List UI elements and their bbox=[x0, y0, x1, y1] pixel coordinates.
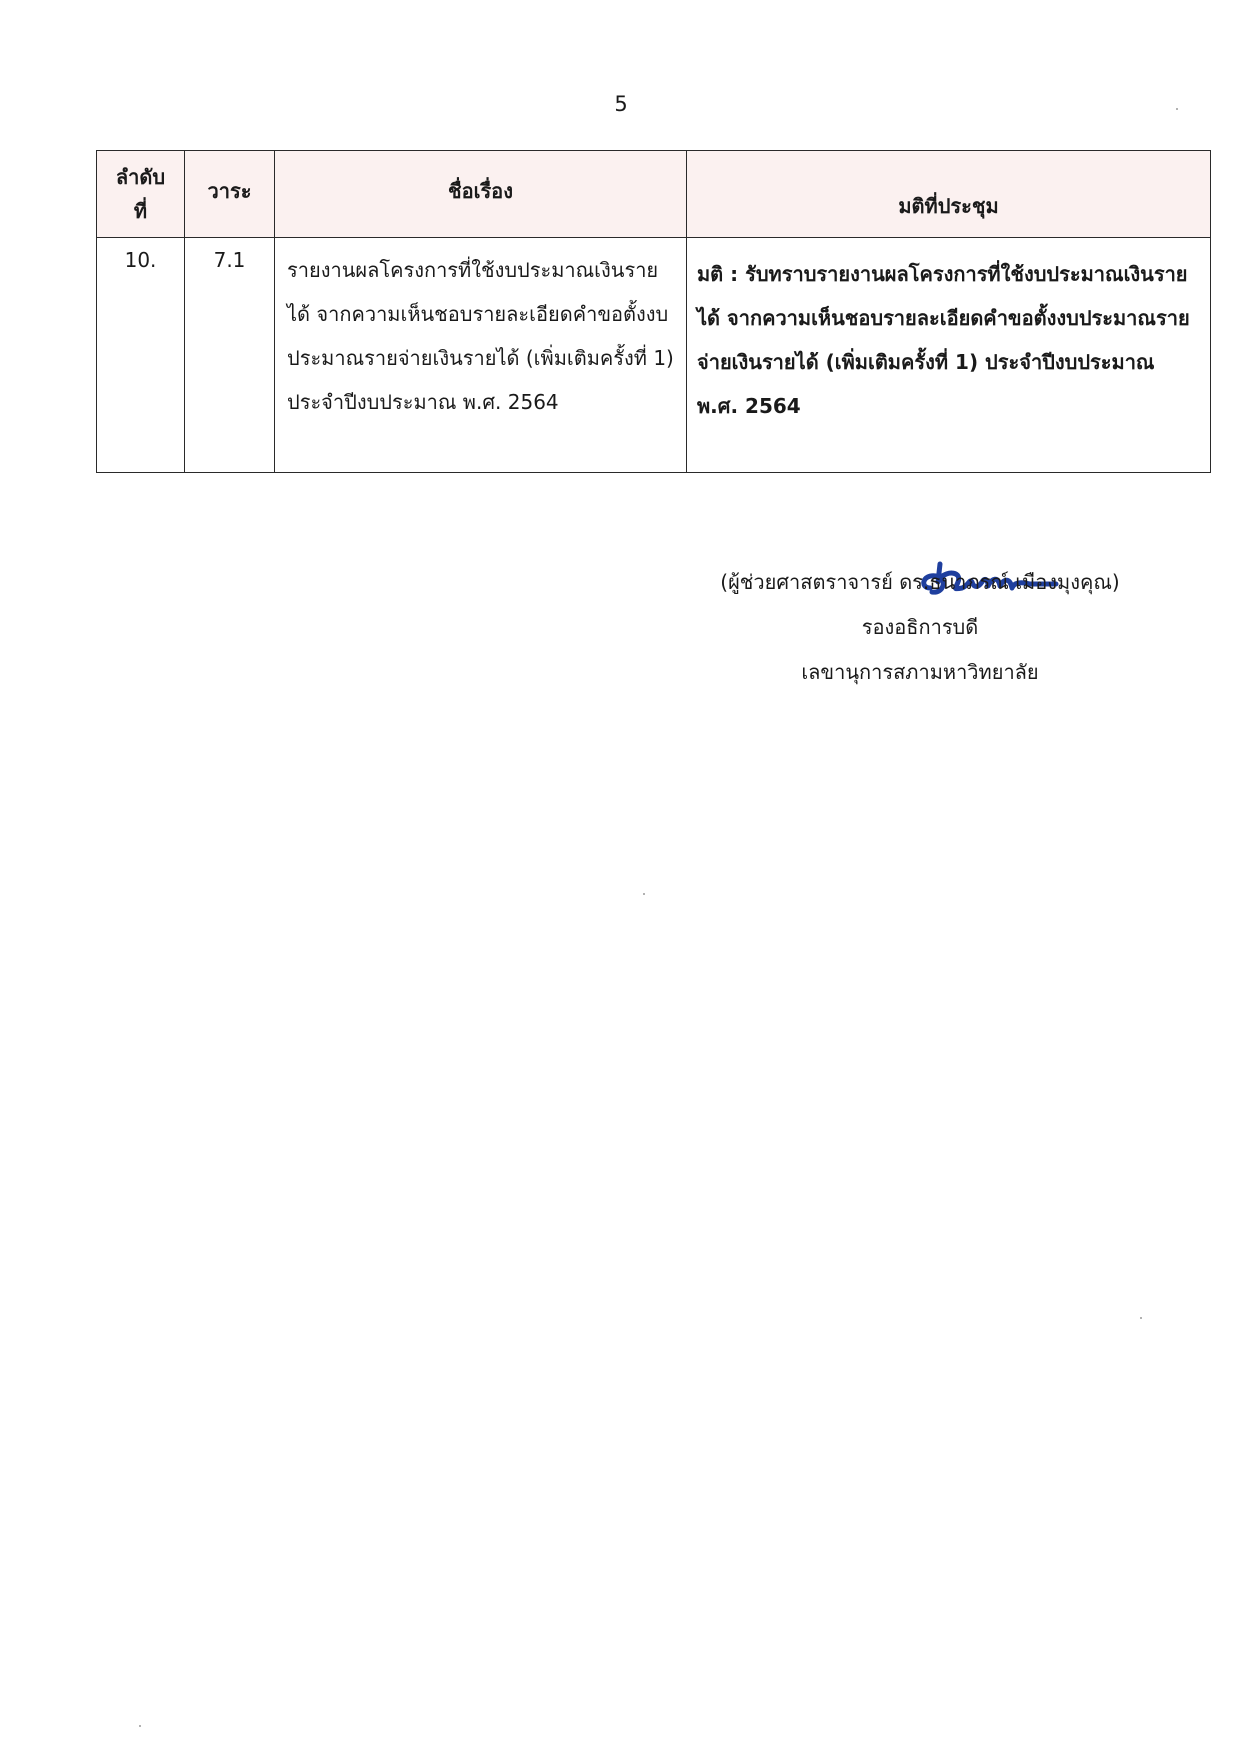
header-subject-label: ชื่อเรื่อง bbox=[448, 179, 513, 203]
row-subject: รายงานผลโครงการที่ใช้งบประมาณเงินรายได้ จากความเห็นชอบรายละเอียดคำขอตั้งงบประมาณรายจ่ายเงินรายได้ (เพิ่มเติมครั้งที่ 1) ประจำปีงบประมาณ พ.ศ. 2564 bbox=[275, 238, 687, 473]
header-agenda-label: วาระ bbox=[207, 179, 252, 203]
scan-speck bbox=[1140, 1317, 1142, 1319]
signatory-name: (ผู้ช่วยศาสตราจารย์ ดร.ธนาภรณ์ เมืองมุงคุณ) bbox=[720, 570, 1120, 594]
resolutions-table bbox=[96, 150, 1211, 473]
row-resolution: มติ : รับทราบรายงานผลโครงการที่ใช้งบประมาณเงินรายได้ จากความเห็นชอบรายละเอียดคำขอตั้งงบประมาณรายจ่ายเงินรายได้ (เพิ่มเติมครั้งที่ 1) ประจำปีงบประมาณ พ.ศ. 2564 bbox=[687, 238, 1211, 473]
header-order-label: ลำดับ ที่ bbox=[115, 165, 166, 223]
header-resolution bbox=[687, 151, 1211, 238]
header-agenda bbox=[185, 151, 275, 238]
header-subject bbox=[275, 151, 687, 238]
scan-speck bbox=[1176, 108, 1178, 110]
signatory-position: รองอธิการบดี bbox=[861, 615, 979, 639]
header-resolution-label: มติที่ประชุม bbox=[898, 194, 999, 218]
signature-block bbox=[700, 560, 1140, 695]
table-header-row bbox=[97, 151, 1211, 238]
scan-speck bbox=[643, 893, 645, 895]
header-order bbox=[97, 151, 185, 238]
table-row bbox=[97, 238, 1211, 473]
signatory-role: เลขานุการสภามหาวิทยาลัย bbox=[801, 660, 1039, 684]
row-order: 10. bbox=[97, 238, 185, 473]
row-agenda: 7.1 bbox=[185, 238, 275, 473]
page-number: 5 bbox=[614, 92, 628, 116]
scan-speck bbox=[139, 1725, 141, 1727]
